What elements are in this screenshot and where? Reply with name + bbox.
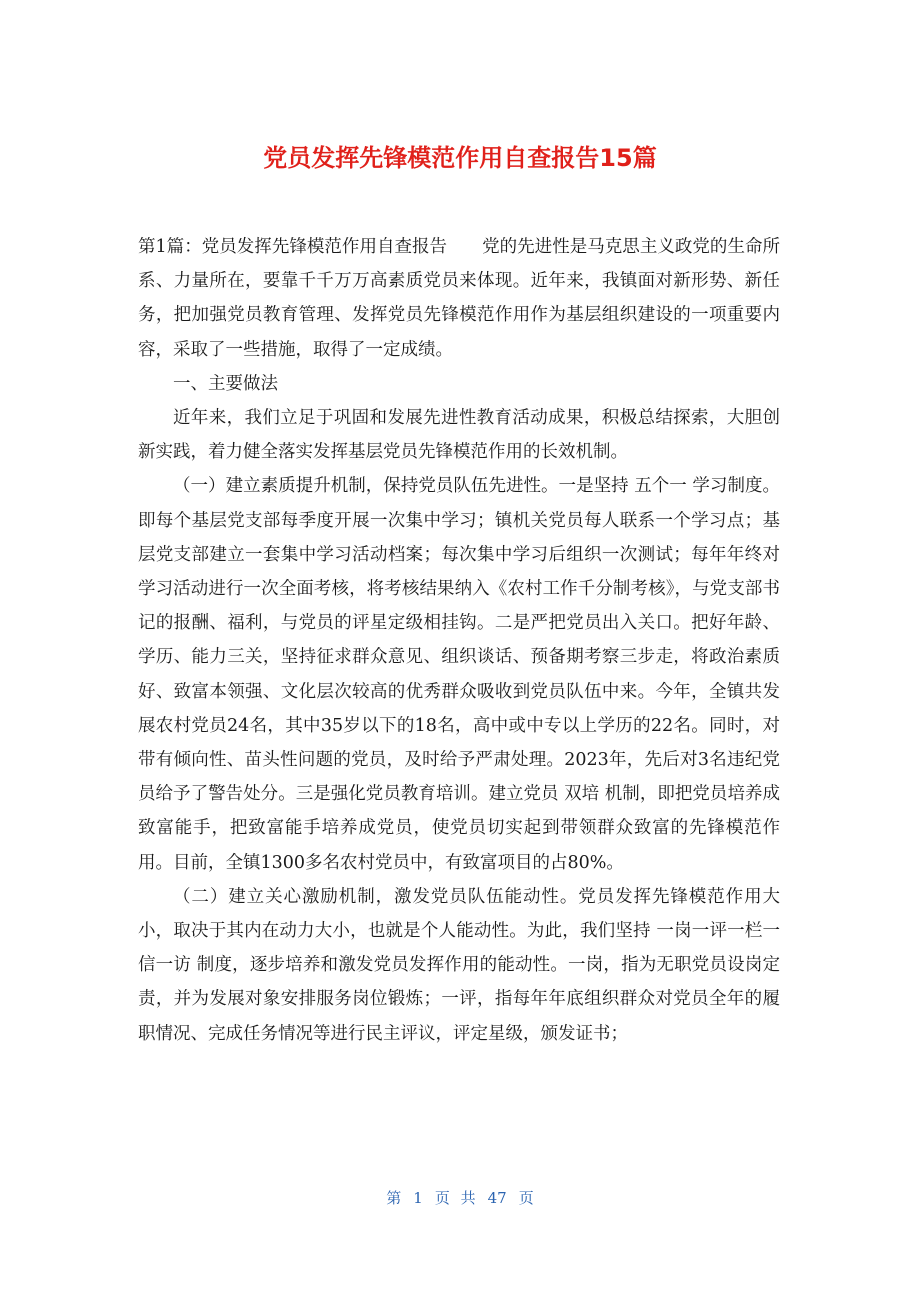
footer-label-total: 页 共 — [434, 1189, 476, 1207]
document-title: 党员发挥先锋模范作用自查报告15篇 — [263, 144, 657, 172]
paragraph-overview: 近年来，我们立足于巩固和发展先进性教育活动成果，积极总结探索，大胆创新实践，着力健全落实发挥基层党员先锋模范作用的长效机制。 — [138, 408, 780, 463]
footer-total-pages: 47 — [487, 1189, 507, 1207]
footer-label-end: 页 — [518, 1189, 534, 1207]
section-heading-main-practices: 一、主要做法 — [173, 373, 278, 394]
footer-label-page: 第 — [386, 1189, 402, 1207]
page-footer — [0, 1186, 920, 1210]
paragraph-intro: 第1篇：党员发挥先锋模范作用自查报告 党的先进性是马克思主义政党的生命所系、力量所在，要靠千千万万高素质党员来体现。近年来，我镇面对新形势、新任务，把加强党员教育管理、发挥党员先锋模范作用作为基层组织建设的一项重要内容，采取了一些措施，取得了一定成绩。 — [138, 237, 780, 360]
document-body — [138, 230, 780, 1051]
paragraph-incentive-mechanism: （二）建立关心激励机制，激发党员队伍能动性。党员发挥先锋模范作用大小，取决于其内在动力大小，也就是个人能动性。为此，我们坚持 一岗一评一栏一信一访 制度，逐步培养和激发党员发挥作用的能动性。一岗，指为无职党员设岗定责，并为发展对象安排服务岗位锻炼；一评，指每年年底组织群众对党员全年的履职情况、完成任务情况等进行民主评议，评定星级，颁发证书； — [138, 886, 780, 1044]
paragraph-quality-mechanism: （一）建立素质提升机制，保持党员队伍先进性。一是坚持 五个一 学习制度。即每个基层党支部每季度开展一次集中学习；镇机关党员每人联系一个学习点；基层党支部建立一套集中学习活动档案；每次集中学习后组织一次测试；每年年终对学习活动进行一次全面考核，将考核结果纳入《农村工作千分制考核》，与党支部书记的报酬、福利，与党员的评星定级相挂钩。二是严把党员出入关口。把好年龄、学历、能力三关，坚持征求群众意见、组织谈话、预备期考察三步走，将政治素质好、致富本领强、文化层次较高的优秀群众吸收到党员队伍中来。今年，全镇共发展农村党员24名，其中35岁以下的18名，高中或中专以上学历的22名。同时，对带有倾向性、苗头性问题的党员，及时给予严肃处理。2023年，先后对3名违纪党员给予了警告处分。三是强化党员教育培训。建立党员 双培 机制，即把党员培养成致富能手，把致富能手培养成党员，使党员切实起到带领群众致富的先锋模范作用。目前，全镇1300多名农村党员中，有致富项目的占80%。 — [138, 476, 780, 873]
footer-current-page: 1 — [413, 1189, 423, 1207]
